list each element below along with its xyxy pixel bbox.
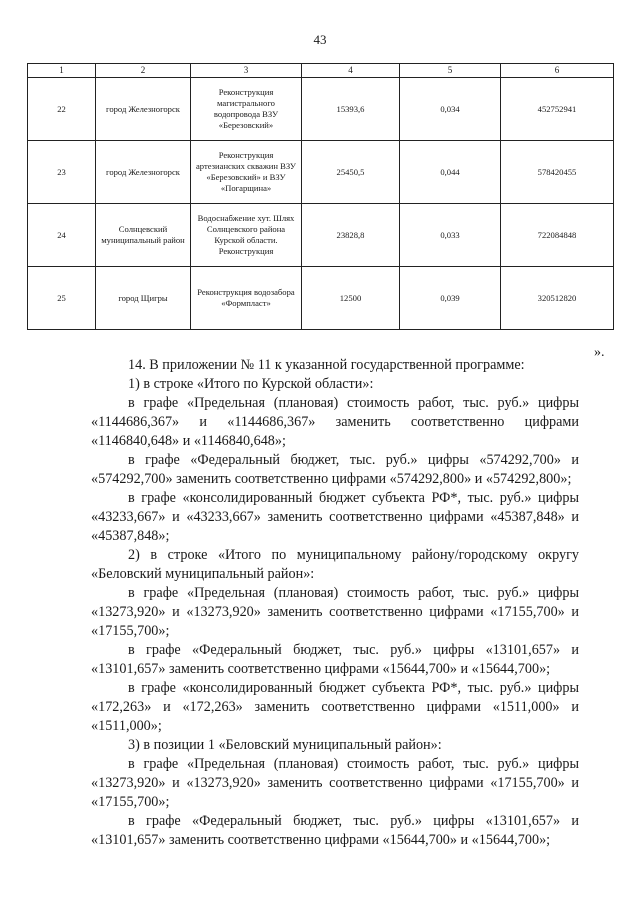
row-place: город Железногорск	[96, 78, 191, 141]
row-work: Реконструкция артезианских скважин ВЗУ «Березовский» и ВЗУ «Погарщина»	[191, 141, 302, 204]
table-row	[28, 204, 614, 267]
paragraph: в графе «Федеральный бюджет, тыс. руб.» цифры «574292,700» и «574292,700» заменить соответственно цифрами «574292,800» и «574292,800»;	[91, 452, 579, 487]
row-amount: 452752941	[501, 78, 614, 141]
row-cost: 15393,6	[302, 78, 400, 141]
row-rate: 0,033	[400, 204, 501, 267]
row-cost: 23828,8	[302, 204, 400, 267]
document-body	[91, 356, 579, 850]
row-rate: 0,034	[400, 78, 501, 141]
row-cost: 12500	[302, 267, 400, 330]
row-cost: 25450,5	[302, 141, 400, 204]
row-place: город Железногорск	[96, 141, 191, 204]
row-number: 22	[28, 78, 96, 141]
table-row	[28, 78, 614, 141]
paragraph: 1) в строке «Итого по Курской области»:	[128, 376, 374, 392]
row-work: Реконструкция водозабора «Формпласт»	[191, 267, 302, 330]
table-header-row	[28, 64, 614, 78]
paragraph: в графе «консолидированный бюджет субъекта РФ*, тыс. руб.» цифры «43233,667» и «43233,667» заменить соответственно цифрами «45387,848» и «45387,848»;	[91, 490, 579, 544]
header-cell: 3	[191, 64, 302, 78]
paragraph: в графе «Федеральный бюджет, тыс. руб.» цифры «13101,657» и «13101,657» заменить соответственно цифрами «15644,700» и «15644,700»;	[91, 642, 579, 677]
row-rate: 0,039	[400, 267, 501, 330]
paragraph: 3) в позиции 1 «Беловский муниципальный район»:	[128, 737, 442, 753]
paragraph: в графе «консолидированный бюджет субъекта РФ*, тыс. руб.» цифры «172,263» и «172,263» заменить соответственно цифрами «1511,000» и «1511,000»;	[91, 680, 579, 734]
header-cell: 4	[302, 64, 400, 78]
paragraph: в графе «Предельная (плановая) стоимость работ, тыс. руб.» цифры «13273,920» и «13273,920» заменить соответственно цифрами «17155,700» и «17155,700»;	[91, 585, 579, 639]
row-number: 25	[28, 267, 96, 330]
header-cell: 1	[28, 64, 96, 78]
row-amount: 320512820	[501, 267, 614, 330]
row-rate: 0,044	[400, 141, 501, 204]
row-amount: 578420455	[501, 141, 614, 204]
paragraph: в графе «Федеральный бюджет, тыс. руб.» цифры «13101,657» и «13101,657» заменить соответственно цифрами «15644,700» и «15644,700»;	[91, 813, 579, 848]
paragraph: в графе «Предельная (плановая) стоимость работ, тыс. руб.» цифры «13273,920» и «13273,920» заменить соответственно цифрами «17155,700» и «17155,700»;	[91, 756, 579, 810]
data-table	[27, 63, 614, 330]
row-number: 23	[28, 141, 96, 204]
row-place: город Щигры	[96, 267, 191, 330]
header-cell: 6	[501, 64, 614, 78]
row-work: Реконструкция магистрального водопровода ВЗУ «Березовский»	[191, 78, 302, 141]
paragraph: в графе «Предельная (плановая) стоимость работ, тыс. руб.» цифры «1144686,367» и «1144686,367» заменить соответственно цифрами «1146840,648» и «1146840,648»;	[91, 395, 579, 449]
header-cell: 2	[96, 64, 191, 78]
row-number: 24	[28, 204, 96, 267]
row-amount: 722084848	[501, 204, 614, 267]
row-place: Солнцевский муниципальный район	[96, 204, 191, 267]
paragraph: 14. В приложении № 11 к указанной государственной программе:	[128, 357, 525, 373]
header-cell: 5	[400, 64, 501, 78]
row-work: Водоснабжение хут. Шлях Солнцевского района Курской области. Реконструкция	[191, 204, 302, 267]
table-row	[28, 267, 614, 330]
paragraph: 2) в строке «Итого по муниципальному району/городскому округу «Беловский муниципальный район»:	[91, 547, 579, 582]
page-number: 43	[313, 32, 327, 47]
closing-quote: ».	[594, 345, 605, 360]
table-row	[28, 141, 614, 204]
